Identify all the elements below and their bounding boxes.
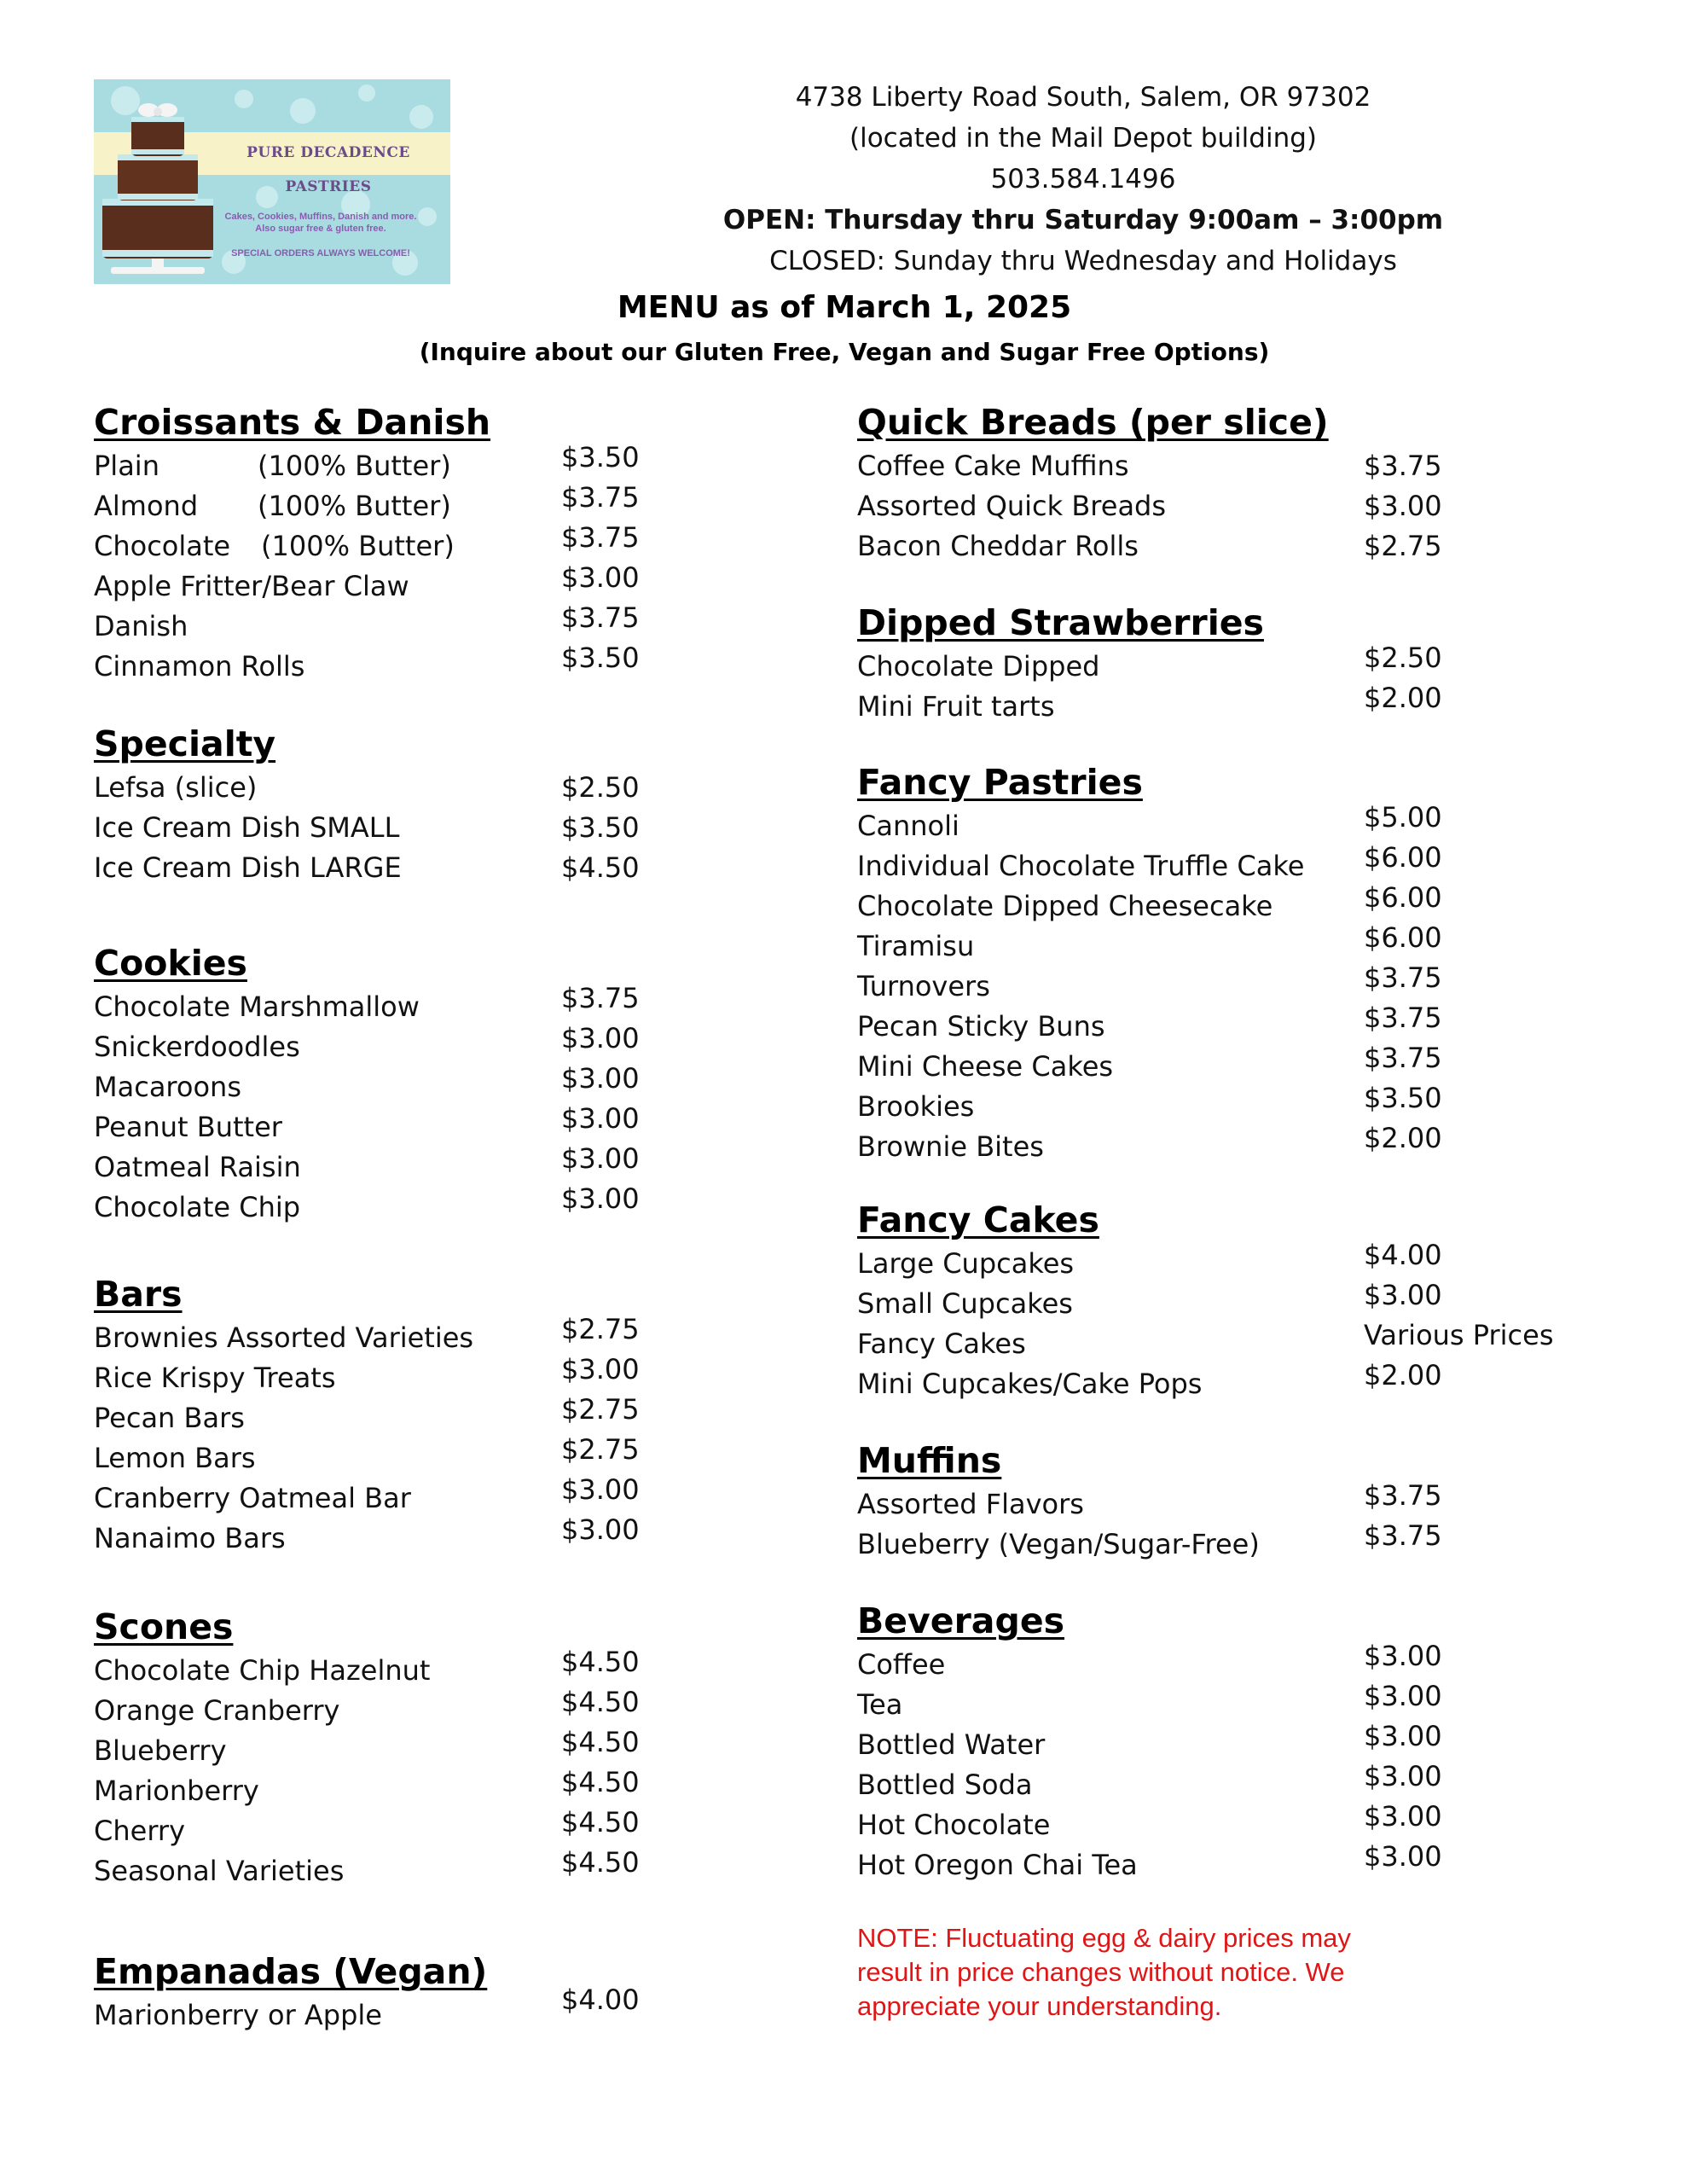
item-price: $3.00	[561, 1142, 640, 1175]
menu-item	[857, 1359, 1442, 1403]
item-name: Brookies	[857, 1090, 975, 1123]
item-price: $2.50	[1364, 642, 1442, 674]
menu-item	[94, 1102, 640, 1147]
item-name: Chocolate Marshmallow	[94, 990, 420, 1023]
item-price: $3.75	[561, 481, 640, 514]
address: 4738 Liberty Road South, Salem, OR 97302	[795, 82, 1371, 113]
menu-item	[857, 1042, 1442, 1086]
section-fancy-pastries	[857, 759, 1442, 1166]
section-dipped-strawberries	[857, 600, 1442, 726]
item-price: $4.50	[561, 1806, 640, 1838]
section-title: Cookies	[94, 943, 247, 984]
item-price: $3.00	[561, 1182, 640, 1215]
menu-item	[857, 526, 1442, 566]
menu-item	[94, 1062, 640, 1107]
item-name: Individual Chocolate Truffle Cake	[857, 850, 1305, 882]
section-fancy-cakes	[857, 1197, 1554, 1403]
item-price: Various Prices	[1364, 1319, 1554, 1351]
item-price: $3.75	[1364, 961, 1442, 994]
menu-item	[857, 1720, 1442, 1764]
item-price: $3.00	[561, 561, 640, 594]
menu-subtitle: (Inquire about our Gluten Free, Vegan and Sugar Free Options)	[419, 338, 1270, 366]
item-name: Mini Fruit tarts	[857, 690, 1055, 723]
menu-item	[857, 1840, 1442, 1885]
item-name: Bottled Water	[857, 1728, 1046, 1761]
item-price: $2.00	[1364, 1359, 1442, 1391]
item-name: Blueberry	[94, 1734, 227, 1767]
item-name: Hot Chocolate	[857, 1809, 1051, 1841]
section-title: Croissants & Danish	[94, 402, 491, 443]
menu-item	[94, 521, 640, 566]
menu-item	[94, 1433, 640, 1478]
item-price: $3.50	[561, 441, 640, 473]
menu-item	[857, 1640, 1442, 1684]
logo-decor-dot	[409, 105, 433, 129]
logo-special-orders: SPECIAL ORDERS ALWAYS WELCOME!	[231, 248, 410, 258]
menu-item	[94, 847, 640, 887]
menu-title: MENU as of March 1, 2025	[617, 290, 1072, 325]
item-price: $3.00	[561, 1102, 640, 1135]
item-note: (100% Butter)	[261, 530, 455, 562]
item-name: Coffee Cake Muffins	[857, 450, 1129, 482]
item-name: Bacon Cheddar Rolls	[857, 530, 1139, 562]
item-name: Seasonal Varieties	[94, 1855, 345, 1887]
item-name: Tea	[857, 1688, 903, 1721]
item-price: $3.50	[561, 811, 640, 844]
item-price: $3.75	[561, 601, 640, 634]
item-price: $3.00	[1364, 1279, 1442, 1311]
item-name: Large Cupcakes	[857, 1247, 1075, 1280]
menu-item	[857, 1800, 1442, 1844]
item-price: $6.00	[1364, 841, 1442, 874]
menu-item	[857, 1239, 1442, 1283]
item-price: $3.75	[1364, 1479, 1442, 1512]
item-name: Brownie Bites	[857, 1130, 1044, 1163]
item-price: $2.75	[561, 1393, 640, 1426]
section-beverages	[857, 1598, 1442, 1885]
item-price: $2.75	[1364, 530, 1442, 562]
menu-item	[94, 1473, 640, 1518]
price-disclaimer	[857, 1921, 1386, 2024]
item-name: Mini Cupcakes/Cake Pops	[857, 1368, 1203, 1400]
item-price: $4.50	[561, 1686, 640, 1718]
disclaimer-line: NOTE: Fluctuating egg & dairy prices may	[857, 1923, 1351, 1953]
menu-item	[94, 642, 640, 686]
menu-item	[94, 982, 640, 1026]
item-price: $3.00	[1364, 1840, 1442, 1873]
item-price: $4.50	[561, 851, 640, 884]
item-name: Marionberry or Apple	[94, 1999, 382, 2031]
section-title: Empanadas (Vegan)	[94, 1951, 488, 1992]
item-price: $3.50	[561, 642, 640, 674]
item-name: Almond	[94, 490, 199, 522]
menu-item	[94, 1846, 640, 1891]
item-name: Chocolate Dipped	[857, 650, 1100, 682]
menu-item	[94, 1984, 640, 2035]
item-price: $5.00	[1364, 801, 1442, 834]
logo-decor-dot	[358, 84, 375, 102]
logo-brand-name: PURE DECADENCE PASTRIES	[246, 144, 410, 195]
open-hours: OPEN: Thursday thru Saturday 9:00am – 3:00pm	[722, 205, 1444, 235]
menu-item	[857, 642, 1442, 686]
item-name: Danish	[94, 610, 188, 642]
item-price: $3.00	[1364, 1720, 1442, 1752]
section-croissants-danish	[94, 399, 640, 686]
item-name: Ice Cream Dish SMALL	[94, 811, 400, 844]
item-price: $3.00	[561, 1062, 640, 1095]
menu-item	[857, 1002, 1442, 1046]
item-name: Macaroons	[94, 1071, 241, 1103]
item-name: Blueberry (Vegan/Sugar-Free)	[857, 1528, 1260, 1560]
item-price: $3.75	[561, 982, 640, 1014]
menu-item	[857, 485, 1442, 526]
menu-item	[94, 807, 640, 847]
menu-item	[857, 1519, 1442, 1564]
menu-item	[94, 1353, 640, 1397]
menu-item	[94, 1142, 640, 1187]
item-name: Chocolate Chip Hazelnut	[94, 1654, 431, 1687]
item-price: $4.50	[561, 1846, 640, 1879]
item-name: Ice Cream Dish LARGE	[94, 851, 402, 884]
menu-item	[94, 601, 640, 646]
item-price: $3.75	[1364, 1042, 1442, 1074]
section-title: Quick Breads (per slice)	[857, 402, 1329, 443]
logo-tagline: Also sugar free & gluten free.	[255, 224, 386, 234]
item-price: $3.75	[1364, 1002, 1442, 1034]
item-price: $2.00	[1364, 1122, 1442, 1154]
menu-item	[94, 1766, 640, 1810]
item-note: (100% Butter)	[258, 490, 451, 522]
menu-item	[94, 1646, 640, 1690]
menu-item	[857, 445, 1442, 485]
item-name: Brownies Assorted Varieties	[94, 1321, 474, 1354]
item-name: Chocolate Chip	[94, 1191, 301, 1223]
bakery-logo	[94, 79, 450, 284]
menu-item	[857, 1479, 1442, 1524]
section-title: Scones	[94, 1606, 234, 1647]
item-price: $4.50	[561, 1766, 640, 1798]
item-name: Coffee	[857, 1648, 946, 1681]
menu-item	[857, 961, 1442, 1006]
item-name: Nanaimo Bars	[94, 1522, 286, 1554]
menu-item	[94, 1313, 640, 1357]
section-title: Bars	[94, 1274, 183, 1315]
menu-item	[857, 841, 1442, 886]
item-price: $2.50	[561, 771, 640, 804]
location-note: (located in the Mail Depot building)	[849, 123, 1317, 154]
item-price: $4.00	[1364, 1239, 1442, 1271]
menu-item	[94, 441, 640, 485]
item-price: $3.75	[1364, 450, 1442, 482]
item-price: $2.75	[561, 1433, 640, 1466]
item-name: Small Cupcakes	[857, 1287, 1073, 1320]
item-price: $3.00	[1364, 1800, 1442, 1833]
menu-item	[857, 682, 1442, 726]
item-name: Pecan Sticky Buns	[857, 1010, 1105, 1043]
section-quick-breads	[857, 399, 1442, 566]
item-name: Hot Oregon Chai Tea	[857, 1849, 1138, 1881]
menu-item	[94, 1182, 640, 1227]
phone-number: 503.584.1496	[990, 164, 1176, 195]
item-price: $3.00	[1364, 490, 1442, 522]
disclaimer-line: result in price changes without notice. We	[857, 1957, 1345, 1987]
item-price: $2.00	[1364, 682, 1442, 714]
item-name: Chocolate	[94, 530, 231, 562]
menu-item	[857, 1279, 1442, 1323]
disclaimer-line: appreciate your understanding.	[857, 1991, 1222, 2021]
menu-item	[857, 1680, 1442, 1724]
menu-item	[94, 1806, 640, 1850]
item-price: $3.00	[561, 1513, 640, 1546]
item-name: Bottled Soda	[857, 1769, 1033, 1801]
menu-item	[94, 1513, 640, 1558]
menu-item	[857, 1760, 1442, 1804]
item-name: Chocolate Dipped Cheesecake	[857, 890, 1273, 922]
item-price: $3.50	[1364, 1082, 1442, 1114]
menu-item	[94, 481, 640, 526]
item-name: Assorted Flavors	[857, 1488, 1084, 1520]
section-specialty	[94, 721, 640, 887]
menu-item	[94, 1726, 640, 1770]
item-price: $4.50	[561, 1726, 640, 1758]
section-scones	[94, 1604, 640, 1891]
item-name: Tiramisu	[857, 930, 975, 962]
item-price: $4.00	[561, 1984, 640, 2016]
item-name: Lemon Bars	[94, 1442, 256, 1474]
section-title: Fancy Cakes	[857, 1199, 1099, 1240]
item-name: Lefsa (slice)	[94, 771, 258, 804]
item-name: Cinnamon Rolls	[94, 650, 305, 682]
item-name: Rice Krispy Treats	[94, 1362, 336, 1394]
logo-decor-dot	[235, 90, 253, 108]
section-muffins	[857, 1438, 1442, 1564]
logo-tagline: Cakes, Cookies, Muffins, Danish and more.	[224, 212, 417, 222]
item-name: Oatmeal Raisin	[94, 1151, 301, 1183]
menu-item	[857, 881, 1442, 926]
menu-item	[857, 1122, 1442, 1166]
item-name: Assorted Quick Breads	[857, 490, 1167, 522]
menu-item	[857, 921, 1442, 966]
item-price: $6.00	[1364, 881, 1442, 914]
menu-item	[94, 561, 640, 606]
item-name: Marionberry	[94, 1774, 259, 1807]
item-name: Cannoli	[857, 810, 959, 842]
menu-item	[94, 1022, 640, 1066]
menu-item	[94, 767, 640, 807]
item-name: Cherry	[94, 1815, 185, 1847]
item-price: $3.00	[1364, 1680, 1442, 1712]
item-price: $2.75	[561, 1313, 640, 1345]
menu-item	[857, 1082, 1442, 1126]
item-price: $6.00	[1364, 921, 1442, 954]
item-name: Orange Cranberry	[94, 1694, 340, 1727]
section-title: Specialty	[94, 723, 276, 764]
section-title: Beverages	[857, 1600, 1065, 1641]
menu-item	[857, 801, 1442, 845]
section-title: Dipped Strawberries	[857, 602, 1264, 643]
section-title: Muffins	[857, 1440, 1002, 1481]
item-price: $3.00	[561, 1353, 640, 1385]
menu-item	[94, 1393, 640, 1438]
item-name: Snickerdoodles	[94, 1031, 300, 1063]
section-cookies	[94, 940, 640, 1227]
menu-item	[857, 1319, 1554, 1363]
section-title: Fancy Pastries	[857, 762, 1143, 803]
item-price: $3.00	[561, 1022, 640, 1054]
item-name: Fancy Cakes	[857, 1327, 1026, 1360]
item-name: Cranberry Oatmeal Bar	[94, 1482, 411, 1514]
item-name: Turnovers	[857, 970, 990, 1002]
item-price: $3.00	[1364, 1760, 1442, 1792]
item-price: $3.75	[561, 521, 640, 554]
section-bars	[94, 1271, 640, 1558]
item-price: $4.50	[561, 1646, 640, 1678]
closed-days: CLOSED: Sunday thru Wednesday and Holidays	[769, 246, 1397, 276]
item-name: Plain	[94, 450, 159, 482]
item-price: $3.75	[1364, 1519, 1442, 1552]
section-empanadas	[94, 1949, 640, 2035]
item-name: Mini Cheese Cakes	[857, 1050, 1114, 1083]
item-name: Apple Fritter/Bear Claw	[94, 570, 409, 602]
item-note: (100% Butter)	[258, 450, 451, 482]
item-name: Peanut Butter	[94, 1111, 282, 1143]
menu-item	[94, 1686, 640, 1730]
item-price: $3.00	[1364, 1640, 1442, 1672]
item-name: Pecan Bars	[94, 1402, 245, 1434]
item-price: $3.00	[561, 1473, 640, 1506]
logo-decor-dot	[290, 98, 316, 124]
